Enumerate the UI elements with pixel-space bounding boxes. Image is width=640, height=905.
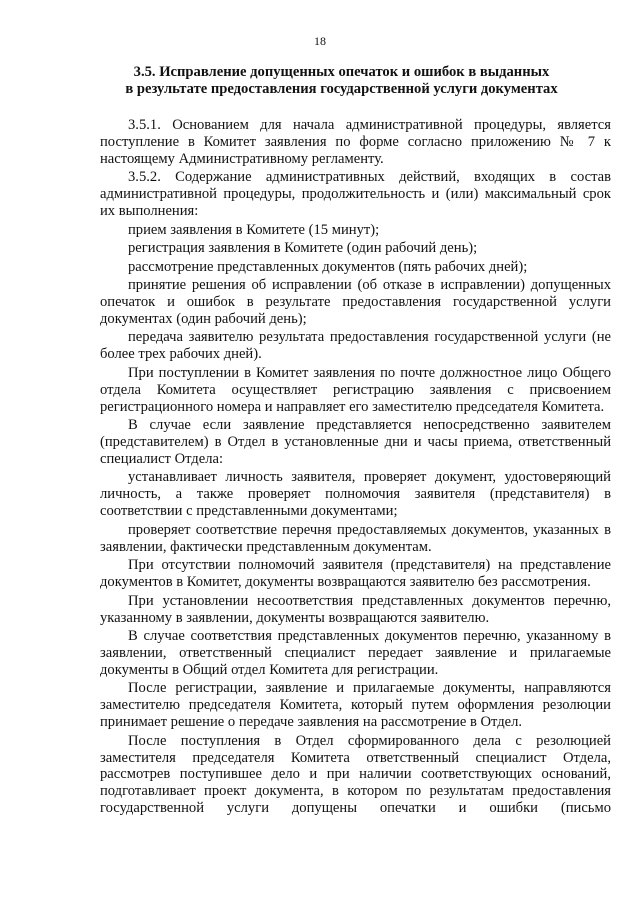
section-heading-line-2: в результате предоставления государственной услуги документах — [125, 81, 558, 97]
list-item: рассмотрение представленных документов (пять рабочих дней); — [128, 258, 528, 275]
paragraph: После регистрации, заявление и прилагаемые документы, направляются заместителю председателя Комитета, который путем оформления резолюции принимает решение о передаче заявления на рассмотрение в Отдел. — [100, 680, 611, 731]
paragraph: 3.5.2. Содержание административных действий, входящих в состав административной процедуры, продолжительность и (или) максимальный срок их выполнения: — [100, 169, 611, 220]
document-body — [100, 117, 611, 817]
paragraph: В случае соответствия представленных документов перечню, указанному в заявлении, ответственный специалист передает заявление и прилагаемые документы в Общий отдел Комитета для регистрации. — [100, 628, 611, 678]
list-item: передача заявителю результата предоставления государственной услуги (не более трех рабочих дней). — [100, 329, 611, 363]
paragraph: проверяет соответствие перечня предоставляемых документов, указанных в заявлении, фактически представленным документам. — [100, 521, 611, 555]
paragraph: При установлении несоответствия представленных документов перечню, указанному в заявлении, документы возвращаются заявителю. — [100, 592, 611, 626]
paragraph: При поступлении в Комитет заявления по почте должностное лицо Общего отдела Комитета осуществляет регистрацию заявления с присвоением регистрационного номера и направляет его заместителю председателя Комитета. — [100, 364, 611, 415]
page-number: 18 — [314, 34, 326, 48]
section-heading — [104, 64, 579, 98]
paragraph: В случае если заявление представляется непосредственно заявителем (представителем) в Отдел в установленные дни и часы приема, ответственный специалист Отдела: — [100, 417, 611, 467]
paragraph: При отсутствии полномочий заявителя (представителя) на представление документов в Комитет, документы возвращаются заявителю без рассмотрения. — [100, 557, 611, 591]
list-item: прием заявления в Комитете (15 минут); — [128, 221, 380, 238]
list-item: принятие решения об исправлении (об отказе в исправлении) допущенных опечаток и ошибок в результате предоставления государственной услуги документах (один рабочий день); — [100, 277, 611, 327]
paragraph: 3.5.1. Основанием для начала административной процедуры, является поступление в Комитет заявления по форме согласно приложению № 7 к настоящему Административному регламенту. — [100, 117, 611, 167]
list-item: регистрация заявления в Комитете (один рабочий день); — [128, 240, 478, 257]
paragraph: После поступления в Отдел сформированного дела с резолюцией заместителя председателя Комитета ответственный специалист Отдела, рассмотрев поступившее дело и при наличии соответствующих оснований, подготавливает проект документа, в котором по результатам предоставления государственной услуги допущены опечатки и ошибки (письмо — [100, 732, 611, 817]
section-heading-line-1: 3.5. Исправление допущенных опечаток и ошибок в выданных — [133, 64, 550, 80]
paragraph: устанавливает личность заявителя, проверяет документ, удостоверяющий личность, а также проверяет полномочия заявителя (представителя) в соответствии с представленными документами; — [100, 469, 611, 520]
